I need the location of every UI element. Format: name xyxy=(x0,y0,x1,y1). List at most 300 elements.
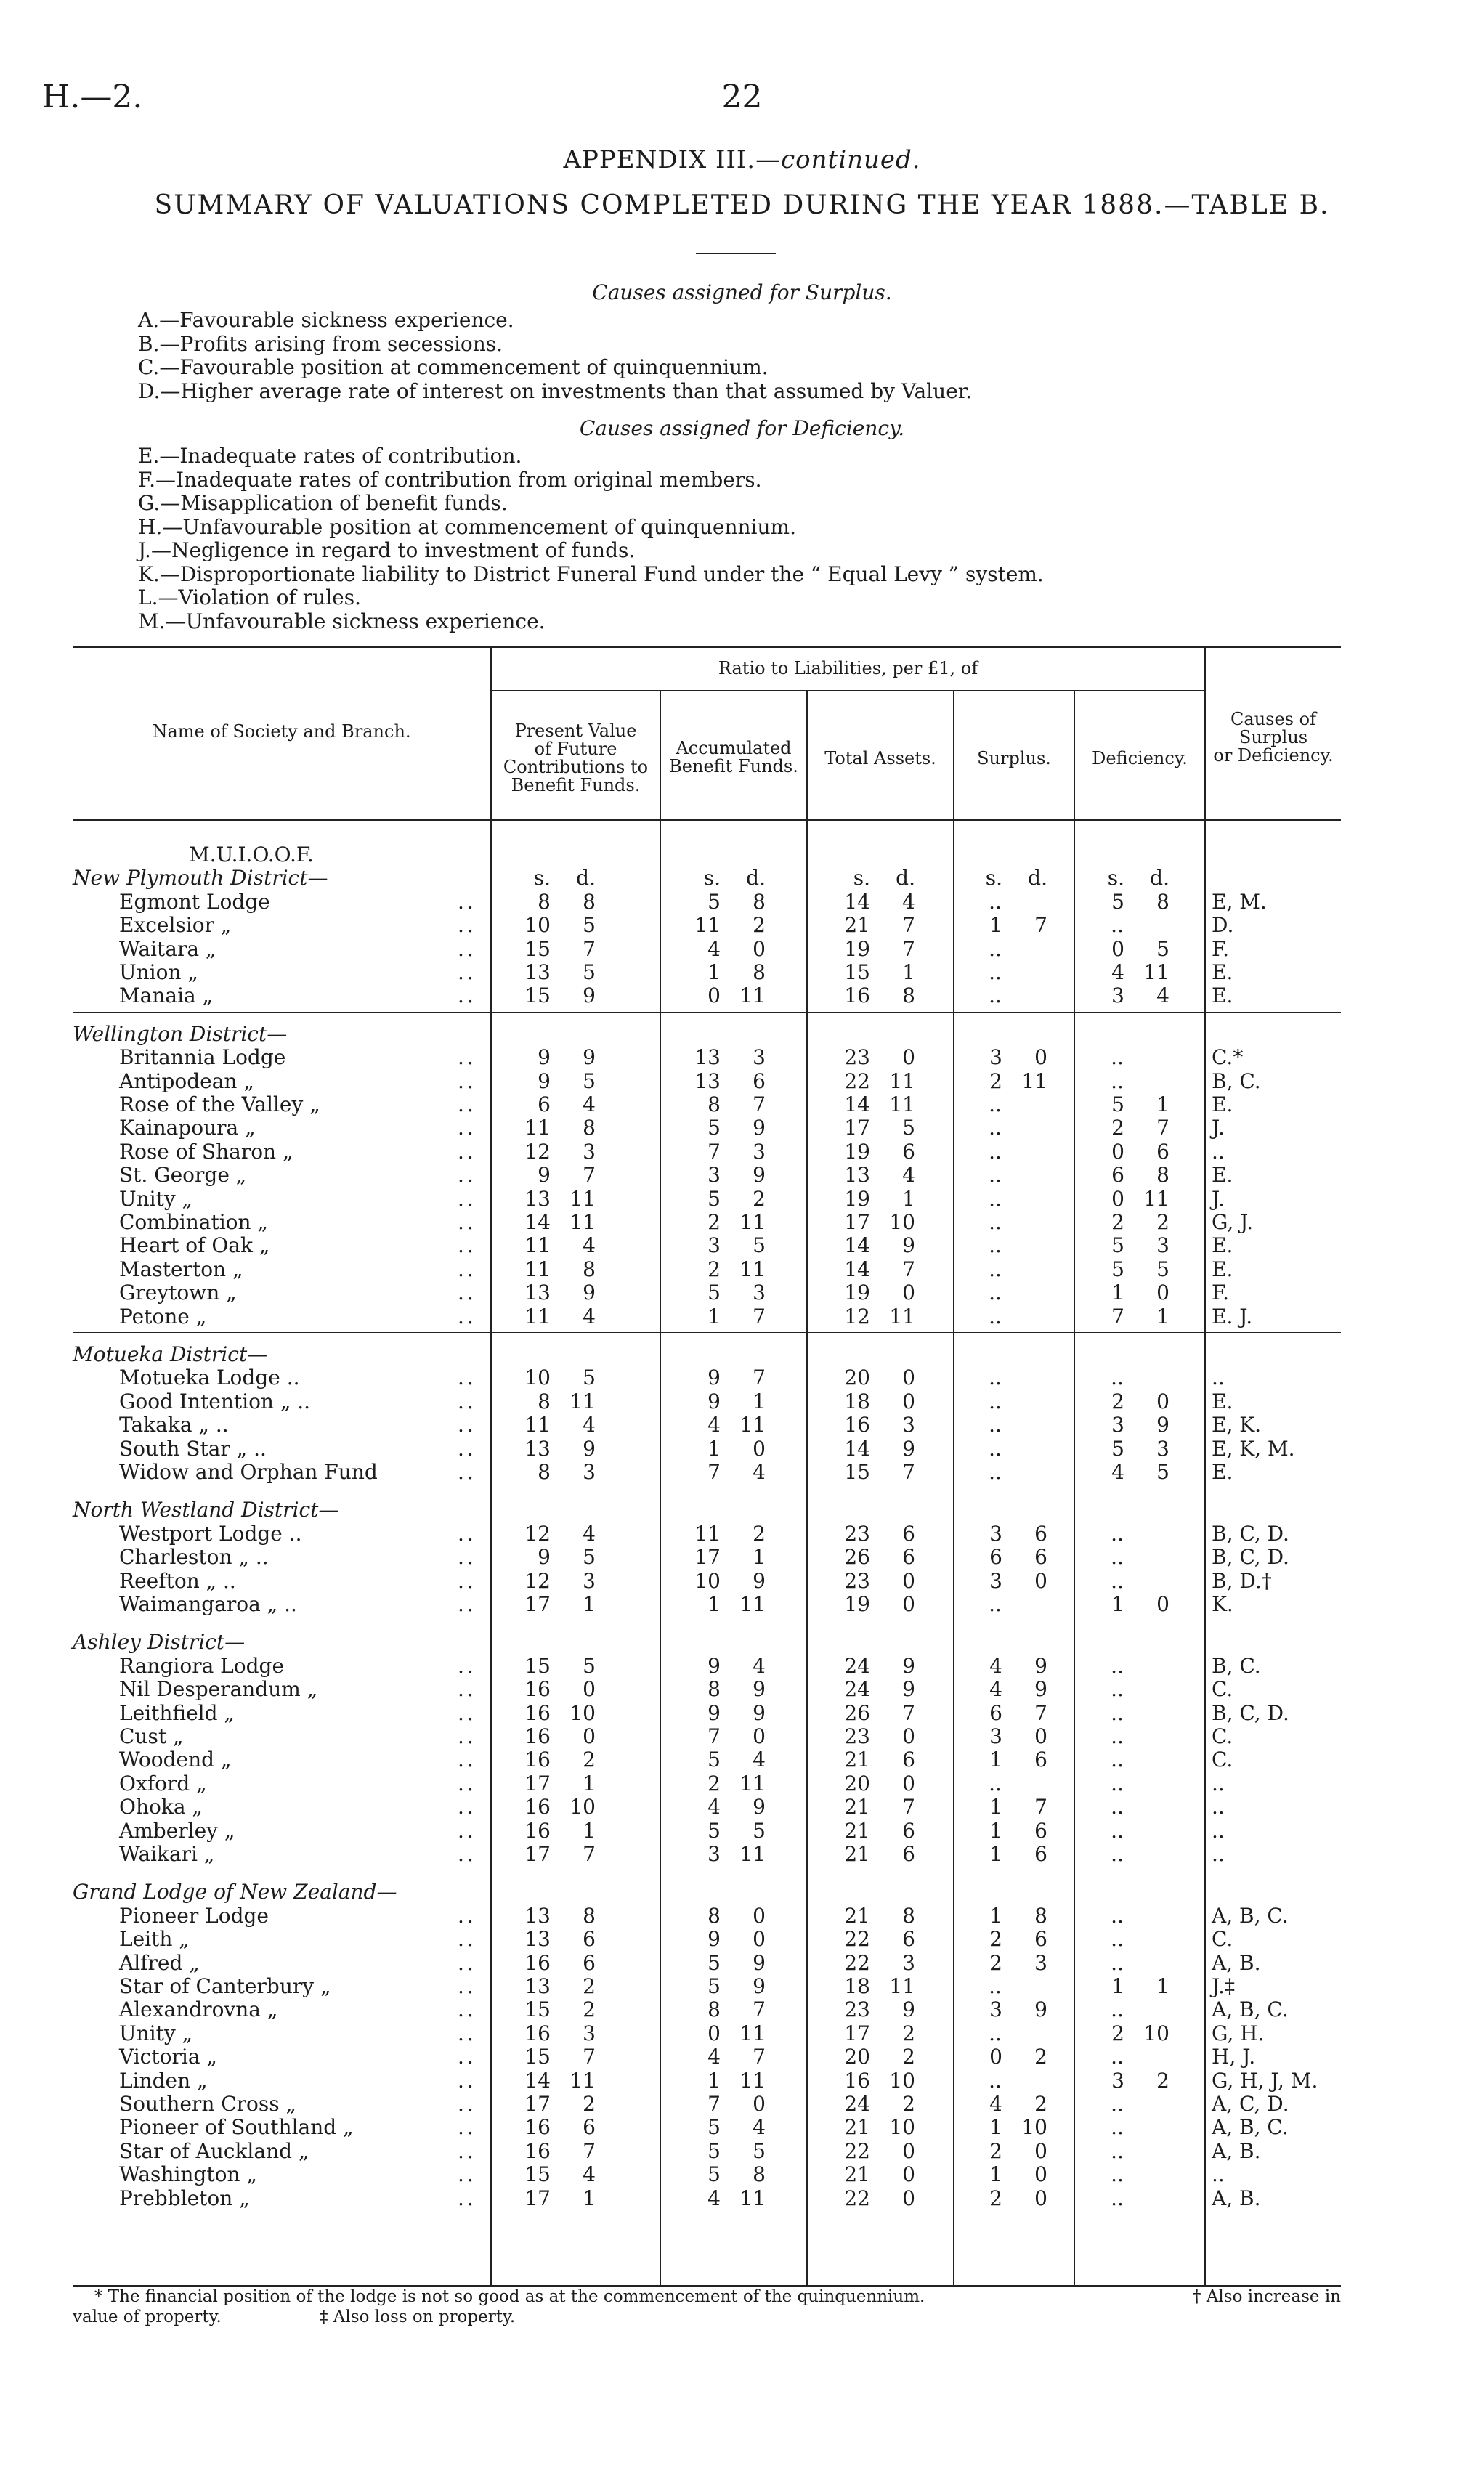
pv-pence: 6 xyxy=(583,1927,596,1952)
deficiency-cause-item: J.—Negligence in regard to investment of funds. xyxy=(138,538,636,562)
ab-shillings: 17 xyxy=(694,1545,721,1570)
cause-codes: J.‡ xyxy=(1212,1974,1235,1998)
ta-shillings: 22 xyxy=(844,1927,870,1952)
ta-pence: 0 xyxy=(902,2138,915,2163)
pv-shillings: 9 xyxy=(538,1068,551,1093)
table-row xyxy=(73,1522,1341,1546)
pv-pence: 11 xyxy=(569,1186,596,1211)
su-blank: .. xyxy=(989,1116,1002,1140)
branch-name: Southern Cross „ xyxy=(119,2092,297,2116)
unit-shillings: s. xyxy=(853,866,870,890)
su-blank: .. xyxy=(989,889,1002,914)
ta-shillings: 22 xyxy=(844,2186,870,2210)
ta-shillings: 15 xyxy=(844,1460,870,1484)
ta-shillings: 16 xyxy=(844,1413,870,1437)
ab-shillings: 5 xyxy=(707,1748,721,1772)
cause-codes: K. xyxy=(1212,1592,1233,1616)
pv-shillings: 14 xyxy=(524,1210,551,1234)
pv-pence: 9 xyxy=(583,1045,596,1070)
ta-pence: 7 xyxy=(902,913,915,938)
su-shillings: 4 xyxy=(989,2092,1002,2116)
ta-pence: 5 xyxy=(902,1116,915,1140)
de-blank: .. xyxy=(1111,2045,1124,2069)
col-header-total-assets: Total Assets. xyxy=(824,748,936,768)
su-shillings: 1 xyxy=(989,1842,1002,1866)
ab-shillings: 11 xyxy=(694,913,721,938)
de-shillings: 2 xyxy=(1111,1116,1124,1140)
branch-name: Excelsior „ xyxy=(119,913,232,938)
leader-dots: .. xyxy=(458,960,477,984)
leader-dots: .. xyxy=(458,1700,477,1725)
branch-name: Alfred „ xyxy=(119,1950,200,1975)
leader-dots: .. xyxy=(458,1366,477,1390)
table-row xyxy=(73,1569,1341,1593)
de-shillings: 4 xyxy=(1111,960,1124,984)
footnote-double-dagger: ‡ Also loss on property. xyxy=(320,2308,516,2326)
deficiency-cause-item: F.—Inadequate rates of contribution from original members. xyxy=(138,467,762,492)
ta-pence: 0 xyxy=(902,1366,915,1390)
ta-pence: 2 xyxy=(902,2021,915,2045)
su-blank: .. xyxy=(989,1592,1002,1616)
leader-dots: .. xyxy=(458,1950,477,1975)
ab-pence: 6 xyxy=(753,1068,766,1093)
cause-codes: .. xyxy=(1212,1818,1225,1843)
leader-dots: .. xyxy=(458,913,477,938)
leader-dots: .. xyxy=(458,1724,477,1748)
ta-shillings: 19 xyxy=(844,936,870,961)
su-pence: 0 xyxy=(1034,1724,1047,1748)
branch-name: Westport Lodge .. xyxy=(119,1521,302,1546)
leader-dots: .. xyxy=(458,2068,477,2093)
table-row xyxy=(73,1677,1341,1701)
su-pence: 6 xyxy=(1034,1927,1047,1952)
ab-shillings: 5 xyxy=(707,889,721,914)
table-row xyxy=(73,1092,1341,1116)
ab-pence: 0 xyxy=(753,1903,766,1928)
de-blank: .. xyxy=(1111,1818,1124,1843)
ab-pence: 7 xyxy=(753,1304,766,1328)
ta-pence: 4 xyxy=(902,889,915,914)
branch-name: Pioneer of Southland „ xyxy=(119,2115,354,2140)
ab-pence: 3 xyxy=(753,1139,766,1164)
ab-shillings: 3 xyxy=(707,1233,721,1258)
ta-shillings: 20 xyxy=(844,2045,870,2069)
pv-shillings: 9 xyxy=(538,1045,551,1070)
deficiency-cause-item: M.—Unfavourable sickness experience. xyxy=(138,609,546,633)
table-row xyxy=(73,890,1341,914)
ta-pence: 6 xyxy=(902,1842,915,1866)
table-row xyxy=(73,1257,1341,1281)
cause-codes: A, B, C. xyxy=(1212,2115,1289,2140)
pv-shillings: 11 xyxy=(524,1257,551,1281)
table-row xyxy=(73,1951,1341,1975)
ab-shillings: 3 xyxy=(707,1163,721,1188)
pv-shillings: 16 xyxy=(524,2138,551,2163)
ab-shillings: 13 xyxy=(694,1068,721,1093)
branch-name: Good Intention „ .. xyxy=(119,1389,311,1413)
ab-pence: 1 xyxy=(753,1389,766,1413)
table-row xyxy=(73,2092,1341,2116)
district-name: Motueka District— xyxy=(73,1342,268,1366)
table-row xyxy=(73,1904,1341,1928)
ab-shillings: 5 xyxy=(707,1974,721,1998)
ab-shillings: 8 xyxy=(707,1677,721,1702)
leader-dots: .. xyxy=(458,1592,477,1616)
ab-pence: 11 xyxy=(739,2068,766,2093)
pv-shillings: 16 xyxy=(524,1818,551,1843)
cause-codes: E, M. xyxy=(1212,889,1267,914)
ab-shillings: 5 xyxy=(707,1950,721,1975)
pv-shillings: 16 xyxy=(524,1677,551,1702)
su-pence: 8 xyxy=(1034,1903,1047,1928)
leader-dots: .. xyxy=(458,2162,477,2187)
de-shillings: 0 xyxy=(1111,1186,1124,1211)
ab-shillings: 5 xyxy=(707,1186,721,1211)
leader-dots: .. xyxy=(458,1974,477,1998)
ta-shillings: 14 xyxy=(844,1257,870,1281)
pv-pence: 5 xyxy=(583,1366,596,1390)
header-bottom-rule xyxy=(73,819,1341,821)
ta-shillings: 20 xyxy=(844,1366,870,1390)
ab-pence: 9 xyxy=(753,1116,766,1140)
table-row xyxy=(73,1795,1341,1819)
su-blank: .. xyxy=(989,2021,1002,2045)
su-pence: 6 xyxy=(1034,1748,1047,1772)
ab-shillings: 7 xyxy=(707,1460,721,1484)
pv-shillings: 6 xyxy=(538,1092,551,1116)
ta-shillings: 18 xyxy=(844,1389,870,1413)
pv-shillings: 15 xyxy=(524,1653,551,1678)
su-pence: 3 xyxy=(1034,1950,1047,1975)
su-pence: 7 xyxy=(1034,913,1047,938)
ab-pence: 11 xyxy=(739,1210,766,1234)
ta-pence: 0 xyxy=(902,2162,915,2187)
district-name: North Westland District— xyxy=(73,1498,339,1522)
cause-codes: D. xyxy=(1212,913,1234,938)
pv-shillings: 11 xyxy=(524,1233,551,1258)
ab-shillings: 2 xyxy=(707,1210,721,1234)
pv-pence: 5 xyxy=(583,1068,596,1093)
su-pence: 9 xyxy=(1034,1677,1047,1702)
cause-codes: E. J. xyxy=(1212,1304,1253,1328)
pv-shillings: 17 xyxy=(524,2092,551,2116)
pv-pence: 7 xyxy=(583,2045,596,2069)
cause-codes: E. xyxy=(1212,1460,1233,1484)
pv-pence: 8 xyxy=(583,889,596,914)
leader-dots: .. xyxy=(458,1818,477,1843)
su-shillings: 4 xyxy=(989,1653,1002,1678)
pv-shillings: 16 xyxy=(524,1950,551,1975)
page-number: 22 xyxy=(721,78,763,115)
ta-shillings: 26 xyxy=(844,1545,870,1570)
ta-pence: 2 xyxy=(902,2045,915,2069)
pv-shillings: 14 xyxy=(524,2068,551,2093)
branch-name: Linden „ xyxy=(119,2068,208,2093)
leader-dots: .. xyxy=(458,1903,477,1928)
de-pence: 2 xyxy=(1156,1210,1169,1234)
su-pence: 6 xyxy=(1034,1521,1047,1546)
su-blank: .. xyxy=(989,1304,1002,1328)
ab-pence: 5 xyxy=(753,2138,766,2163)
ta-pence: 6 xyxy=(902,1545,915,1570)
table-row xyxy=(73,983,1341,1007)
su-shillings: 1 xyxy=(989,1748,1002,1772)
ta-shillings: 16 xyxy=(844,983,870,1008)
branch-name: Star of Canterbury „ xyxy=(119,1974,331,1998)
pv-shillings: 10 xyxy=(524,1366,551,1390)
de-pence: 0 xyxy=(1156,1389,1169,1413)
table-row xyxy=(73,1927,1341,1951)
pv-pence: 9 xyxy=(583,1436,596,1461)
su-shillings: 0 xyxy=(989,2045,1002,2069)
branch-name: Oxford „ xyxy=(119,1771,207,1796)
ab-shillings: 2 xyxy=(707,1771,721,1796)
table-row xyxy=(73,1974,1341,1998)
ta-pence: 0 xyxy=(902,1771,915,1796)
cause-codes: B, C, D. xyxy=(1212,1700,1289,1725)
ta-pence: 11 xyxy=(889,1092,915,1116)
ab-pence: 11 xyxy=(739,1592,766,1616)
ta-pence: 10 xyxy=(889,2115,915,2140)
causes-surplus-list xyxy=(138,280,1344,403)
surplus-cause-item: B.—Profits arising from secessions. xyxy=(138,331,503,356)
de-shillings: 5 xyxy=(1111,1436,1124,1461)
de-shillings: 3 xyxy=(1111,2068,1124,2093)
branch-name: Egmont Lodge xyxy=(119,889,270,914)
de-pence: 5 xyxy=(1156,936,1169,961)
branch-name: Leith „ xyxy=(119,1927,190,1952)
table-row xyxy=(73,2021,1341,2045)
branch-name: Antipodean „ xyxy=(119,1068,254,1093)
branch-name: Star of Auckland „ xyxy=(119,2138,309,2163)
su-blank: .. xyxy=(989,1233,1002,1258)
leader-dots: .. xyxy=(458,1092,477,1116)
su-shillings: 1 xyxy=(989,913,1002,938)
de-blank: .. xyxy=(1111,1653,1124,1678)
ta-pence: 1 xyxy=(902,1186,915,1211)
ab-pence: 0 xyxy=(753,1724,766,1748)
leader-dots: .. xyxy=(458,2045,477,2069)
table-row xyxy=(73,1460,1341,1484)
ab-pence: 2 xyxy=(753,1186,766,1211)
de-pence: 1 xyxy=(1156,1974,1169,1998)
table-row xyxy=(73,1305,1341,1328)
ta-pence: 6 xyxy=(902,1521,915,1546)
branch-name: Rose of Sharon „ xyxy=(119,1139,293,1164)
de-blank: .. xyxy=(1111,1748,1124,1772)
pv-shillings: 13 xyxy=(524,1903,551,1928)
leader-dots: .. xyxy=(458,1389,477,1413)
pv-shillings: 9 xyxy=(538,1545,551,1570)
ab-pence: 9 xyxy=(753,1795,766,1819)
de-shillings: 6 xyxy=(1111,1163,1124,1188)
cause-codes: B, D.† xyxy=(1212,1568,1272,1593)
ab-shillings: 5 xyxy=(707,1116,721,1140)
su-shillings: 2 xyxy=(989,1950,1002,1975)
ab-pence: 7 xyxy=(753,1997,766,2022)
ta-pence: 1 xyxy=(902,960,915,984)
su-blank: .. xyxy=(989,1413,1002,1437)
cause-codes: E. xyxy=(1212,1163,1233,1188)
su-blank: .. xyxy=(989,1389,1002,1413)
branch-name: Takaka „ .. xyxy=(119,1413,229,1437)
branch-name: Washington „ xyxy=(119,2162,257,2187)
leader-dots: .. xyxy=(458,1139,477,1164)
cause-codes: C. xyxy=(1212,1724,1233,1748)
su-shillings: 6 xyxy=(989,1545,1002,1570)
de-pence: 1 xyxy=(1156,1092,1169,1116)
ta-shillings: 24 xyxy=(844,1677,870,1702)
ab-pence: 4 xyxy=(753,1460,766,1484)
cause-codes: E, K, M. xyxy=(1212,1436,1295,1461)
cause-codes: B, C, D. xyxy=(1212,1521,1289,1546)
leader-dots: .. xyxy=(458,1927,477,1952)
branch-name: Greytown „ xyxy=(119,1281,237,1305)
ab-pence: 3 xyxy=(753,1281,766,1305)
su-shillings: 2 xyxy=(989,2138,1002,2163)
table-row xyxy=(73,937,1341,961)
ab-pence: 11 xyxy=(739,1413,766,1437)
table-row xyxy=(73,1187,1341,1211)
ab-shillings: 1 xyxy=(707,1592,721,1616)
ta-pence: 9 xyxy=(902,1233,915,1258)
su-shillings: 3 xyxy=(989,1724,1002,1748)
de-blank: .. xyxy=(1111,1842,1124,1866)
cause-codes: G, H, J, M. xyxy=(1212,2068,1318,2093)
ta-shillings: 15 xyxy=(844,960,870,984)
de-shillings: 1 xyxy=(1111,1974,1124,1998)
ab-pence: 0 xyxy=(753,2092,766,2116)
pv-pence: 8 xyxy=(583,1903,596,1928)
cause-codes: E. xyxy=(1212,960,1233,984)
branch-name: Rangiora Lodge xyxy=(119,1653,285,1678)
branch-name: Prebbleton „ xyxy=(119,2186,250,2210)
cause-codes: E. xyxy=(1212,1389,1233,1413)
col-header-accumulated: Accumulated Benefit Funds. xyxy=(669,738,798,776)
su-blank: .. xyxy=(989,1460,1002,1484)
table-row xyxy=(73,1210,1341,1234)
su-blank: .. xyxy=(989,2068,1002,2093)
pv-pence: 5 xyxy=(583,913,596,938)
table-row xyxy=(73,960,1341,984)
de-shillings: 5 xyxy=(1111,1257,1124,1281)
deficiency-cause-item: H.—Unfavourable position at commencement of quinquennium. xyxy=(138,514,796,539)
pv-shillings: 13 xyxy=(524,1927,551,1952)
leader-dots: .. xyxy=(458,1210,477,1234)
leader-dots: .. xyxy=(458,1795,477,1819)
ta-pence: 6 xyxy=(902,1748,915,1772)
ta-shillings: 21 xyxy=(844,1795,870,1819)
branch-name: Reefton „ .. xyxy=(119,1568,236,1593)
summary-title: SUMMARY OF VALUATIONS COMPLETED DURING THE YEAR 1888.—TABLE B. xyxy=(154,190,1330,220)
de-shillings: 4 xyxy=(1111,1460,1124,1484)
de-pence: 0 xyxy=(1156,1281,1169,1305)
su-shillings: 1 xyxy=(989,1903,1002,1928)
de-pence: 9 xyxy=(1156,1413,1169,1437)
ab-pence: 0 xyxy=(753,936,766,961)
ta-shillings: 19 xyxy=(844,1186,870,1211)
unit-shillings: s. xyxy=(1107,866,1124,890)
cause-codes: C. xyxy=(1212,1748,1233,1772)
pv-shillings: 15 xyxy=(524,983,551,1008)
de-pence: 11 xyxy=(1143,960,1169,984)
su-pence: 6 xyxy=(1034,1818,1047,1843)
table-row xyxy=(73,1437,1341,1461)
su-pence: 0 xyxy=(1034,2186,1047,2210)
pv-pence: 6 xyxy=(583,2115,596,2140)
cause-codes: H, J. xyxy=(1212,2045,1256,2069)
ta-shillings: 23 xyxy=(844,1521,870,1546)
su-pence: 0 xyxy=(1034,2162,1047,2187)
de-blank: .. xyxy=(1111,1997,1124,2022)
leader-dots: .. xyxy=(458,1186,477,1211)
ab-pence: 11 xyxy=(739,1771,766,1796)
su-pence: 7 xyxy=(1034,1795,1047,1819)
pv-shillings: 16 xyxy=(524,1724,551,1748)
ta-shillings: 21 xyxy=(844,1903,870,1928)
ta-pence: 9 xyxy=(902,1653,915,1678)
pv-pence: 2 xyxy=(583,1974,596,1998)
table-top-rule xyxy=(73,646,1341,648)
de-pence: 3 xyxy=(1156,1233,1169,1258)
ta-shillings: 23 xyxy=(844,1045,870,1070)
unit-pence: d. xyxy=(576,866,596,890)
cause-codes: A, B. xyxy=(1212,2138,1261,2163)
ab-pence: 4 xyxy=(753,1653,766,1678)
section-rule xyxy=(73,1332,1341,1333)
table-row xyxy=(73,1997,1341,2021)
ab-shillings: 9 xyxy=(707,1389,721,1413)
pv-pence: 1 xyxy=(583,1771,596,1796)
branch-name: Waikari „ xyxy=(119,1842,215,1866)
de-pence: 1 xyxy=(1156,1304,1169,1328)
ta-pence: 9 xyxy=(902,1997,915,2022)
ab-pence: 2 xyxy=(753,913,766,938)
pv-shillings: 15 xyxy=(524,2162,551,2187)
district-name: New Plymouth District— xyxy=(73,866,328,890)
ta-shillings: 24 xyxy=(844,2092,870,2116)
society-name: M.U.I.O.O.F. xyxy=(189,843,314,867)
leader-dots: .. xyxy=(458,2186,477,2210)
cause-codes: B, C. xyxy=(1212,1068,1261,1093)
pv-pence: 3 xyxy=(583,1568,596,1593)
ta-pence: 11 xyxy=(889,1068,915,1093)
su-shillings: 3 xyxy=(989,1045,1002,1070)
branch-name: Ohoka „ xyxy=(119,1795,203,1819)
de-pence: 2 xyxy=(1156,2068,1169,2093)
leader-dots: .. xyxy=(458,1281,477,1305)
de-pence: 4 xyxy=(1156,983,1169,1008)
de-blank: .. xyxy=(1111,1795,1124,1819)
table-row xyxy=(73,913,1341,937)
pv-shillings: 8 xyxy=(538,1460,551,1484)
su-blank: .. xyxy=(989,1436,1002,1461)
su-shillings: 2 xyxy=(989,2186,1002,2210)
cause-codes: F. xyxy=(1212,936,1229,961)
su-blank: .. xyxy=(989,1366,1002,1390)
de-shillings: 2 xyxy=(1111,1210,1124,1234)
su-shillings: 6 xyxy=(989,1700,1002,1725)
pv-shillings: 15 xyxy=(524,1997,551,2022)
ta-pence: 10 xyxy=(889,2068,915,2093)
su-pence: 9 xyxy=(1034,1997,1047,2022)
ab-pence: 1 xyxy=(753,1545,766,1570)
ab-shillings: 2 xyxy=(707,1257,721,1281)
branch-name: Union „ xyxy=(119,960,198,984)
de-blank: .. xyxy=(1111,1045,1124,1070)
leader-dots: .. xyxy=(458,936,477,961)
su-blank: .. xyxy=(989,1974,1002,1998)
